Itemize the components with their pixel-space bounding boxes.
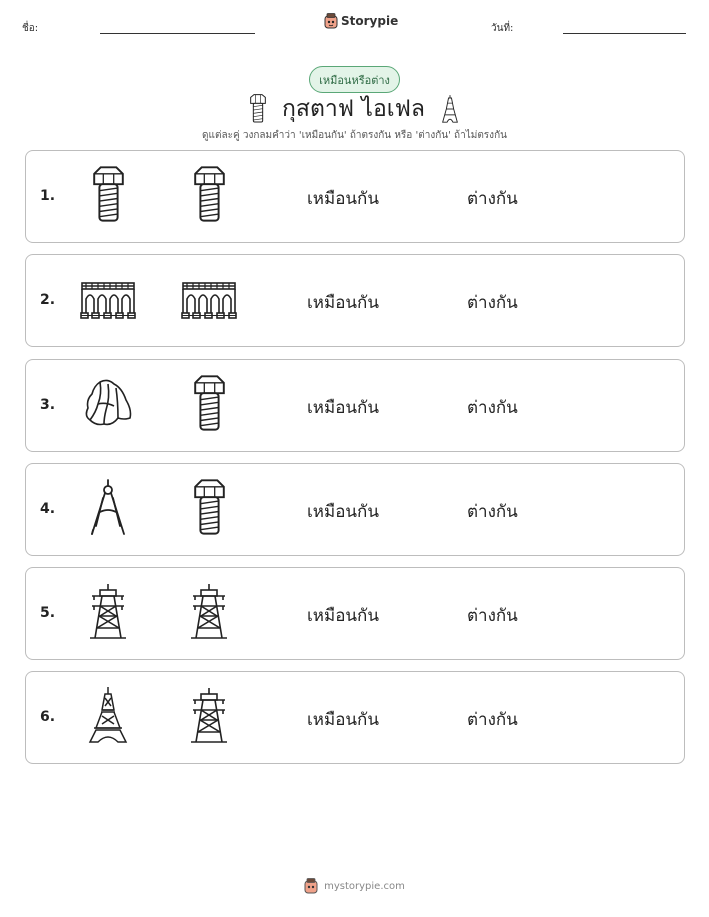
bolt-icon — [179, 374, 239, 434]
different-option[interactable]: ต่างกัน — [467, 189, 518, 209]
eiffel-tower-icon — [78, 686, 138, 746]
question-card — [25, 463, 685, 556]
storypie-mascot-icon — [324, 13, 338, 29]
question-number: 2. — [40, 292, 56, 308]
same-option[interactable]: เหมือนกัน — [307, 293, 379, 313]
bolt-icon — [179, 165, 239, 225]
date-label: วันที่: — [491, 23, 514, 34]
same-option[interactable]: เหมือนกัน — [307, 502, 379, 522]
pylon-icon — [179, 686, 239, 746]
question-number: 3. — [40, 397, 56, 413]
different-option[interactable]: ต่างกัน — [467, 293, 518, 313]
date-line[interactable] — [563, 33, 686, 34]
question-card — [25, 254, 685, 347]
same-option[interactable]: เหมือนกัน — [307, 606, 379, 626]
same-option[interactable]: เหมือนกัน — [307, 189, 379, 209]
question-card — [25, 567, 685, 660]
brand-name: Storypie — [341, 14, 399, 28]
bolt-icon — [248, 94, 268, 124]
question-card — [25, 671, 685, 764]
name-line[interactable] — [100, 33, 255, 34]
question-number: 5. — [40, 605, 56, 621]
question-number: 6. — [40, 709, 56, 725]
title-row — [0, 90, 709, 128]
viaduct-icon — [179, 269, 239, 329]
activity-tag: เหมือนหรือต่าง — [309, 66, 400, 93]
question-card — [25, 150, 685, 243]
instructions: ดูแต่ละคู่ วงกลมคำว่า 'เหมือนกัน' ถ้าตรงกัน หรือ 'ต่างกัน' ถ้าไม่ตรงกัน — [202, 130, 507, 141]
cloth-icon — [78, 374, 138, 434]
different-option[interactable]: ต่างกัน — [467, 606, 518, 626]
question-number: 4. — [40, 501, 56, 517]
eiffel-tower-icon — [439, 94, 461, 124]
different-option[interactable]: ต่างกัน — [467, 502, 518, 522]
storypie-mascot-icon — [304, 878, 318, 894]
pylon-icon — [179, 582, 239, 642]
different-option[interactable]: ต่างกัน — [467, 398, 518, 418]
footer-url[interactable]: mystorypie.com — [324, 880, 405, 892]
bolt-icon — [78, 165, 138, 225]
same-option[interactable]: เหมือนกัน — [307, 710, 379, 730]
question-number: 1. — [40, 188, 56, 204]
same-option[interactable]: เหมือนกัน — [307, 398, 379, 418]
page-title: กุสตาฟ ไอเฟล — [281, 96, 426, 122]
name-label: ชื่อ: — [22, 23, 39, 34]
question-card — [25, 359, 685, 452]
pylon-icon — [78, 582, 138, 642]
brand-logo — [324, 13, 398, 29]
different-option[interactable]: ต่างกัน — [467, 710, 518, 730]
viaduct-icon — [78, 269, 138, 329]
bolt-icon — [179, 478, 239, 538]
footer — [0, 878, 709, 894]
compass-icon — [78, 478, 138, 538]
